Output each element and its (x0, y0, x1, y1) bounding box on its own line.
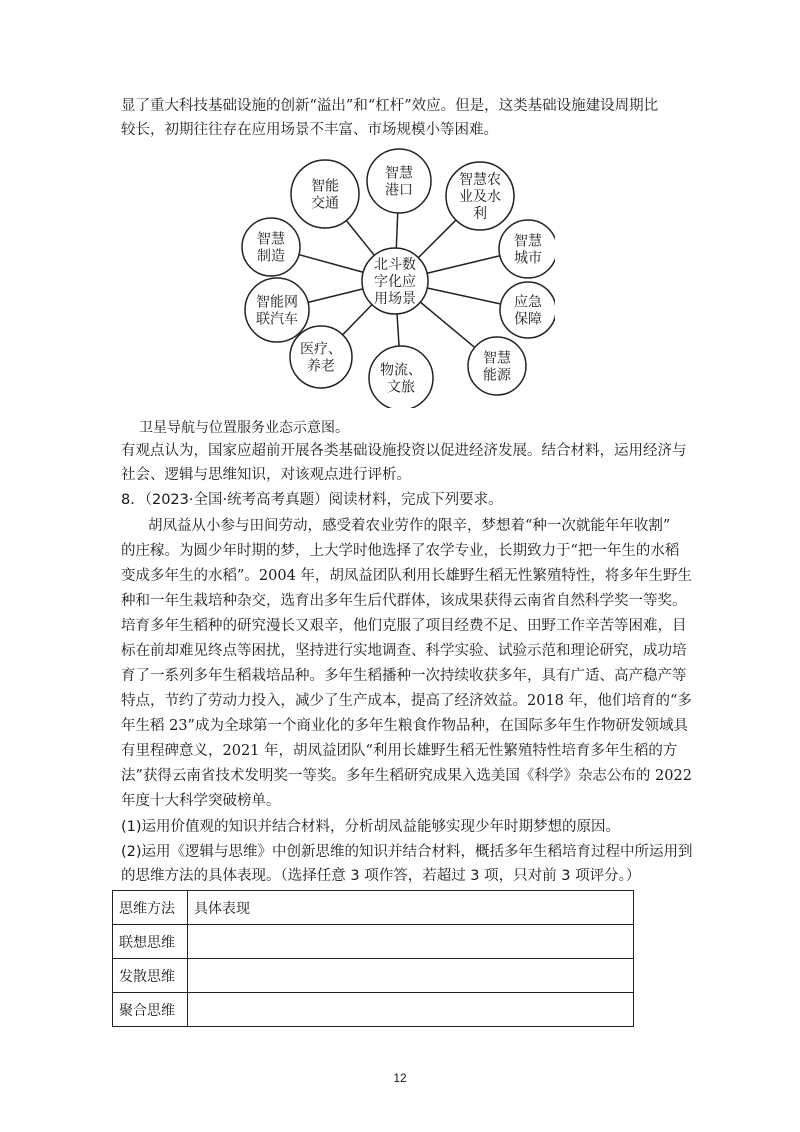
node-energy-label: 能源 (483, 367, 511, 384)
table-header-cell: 思维方法 (113, 891, 188, 925)
q8-para-line: 特点，节约了劳动力投入，减少了生产成本，提高了经济效益。2018 年，他们培育的“多 (121, 693, 692, 709)
connector-line (343, 305, 372, 335)
q8-para-line: 育了一系列多年生稻栽培品种。多年生稻播种一次持续收获多年，具有广适、高产稳产等 (121, 668, 687, 684)
node-agri-label: 利 (473, 206, 487, 222)
node-agri-label: 智慧农 (459, 172, 501, 188)
q8-para-line: 培育多年生稻种的研究漫长又艰辛，他们克服了项目经费不足、田野工作辛苦等困难，目 (121, 618, 687, 634)
connector-line (299, 255, 363, 273)
connector-line (427, 256, 500, 273)
node-logistics-label: 文旅 (387, 379, 415, 396)
q8-para-line: 标在前却难见终点等困扰，坚持进行实地调查、科学实验、试验示范和理论研究，成功培 (121, 643, 687, 659)
node-agri-label: 业及水 (459, 189, 501, 205)
q8-para-line: 法”获得云南省技术发明奖一等奖。多年生稻研究成果入选美国《科学》杂志公布的 2022 (121, 768, 692, 784)
connector-line (420, 302, 474, 347)
node-emergency-label: 保障 (514, 311, 542, 328)
q8-para-line: 变成多年生的水稻”。2004 年，胡凤益团队利用长雄野生稻无性繁殖特性，将多年生野生 (121, 568, 692, 584)
intro-line-1: 显了重大科技基础设施的创新“溢出”和“杠杆”效应。但是，这类基础设施建设周期比 (121, 98, 659, 114)
table-cell-answer[interactable] (188, 925, 634, 959)
table-row (113, 993, 634, 1027)
table-cell-method: 联想思维 (113, 925, 188, 959)
node-vehicle-label: 智能网 (256, 294, 298, 311)
center-node-label: 北斗数 (374, 257, 416, 273)
node-logistics-label: 物流、 (380, 362, 422, 379)
table-cell-answer[interactable] (188, 959, 634, 993)
node-manufacture-label: 智慧 (257, 231, 285, 248)
table-cell-answer[interactable] (188, 993, 634, 1027)
q8-para-line: 年度十大科学突破榜单。 (121, 793, 281, 809)
q8-header: 8．（2023·全国·统考高考真题）阅读材料，完成下列要求。 (121, 492, 503, 508)
connector-line (396, 213, 397, 248)
node-vehicle-label: 联汽车 (256, 311, 298, 328)
node-city-label: 智慧 (514, 233, 542, 250)
node-medical-label: 医疗、 (300, 341, 342, 358)
node-city-label: 城市 (514, 250, 542, 267)
node-port-label: 智慧 (385, 165, 413, 182)
center-node-label: 用场景 (374, 291, 416, 307)
node-medical-label: 养老 (307, 358, 335, 375)
center-node-label: 字化应 (374, 274, 416, 290)
page-number: 12 (393, 1071, 407, 1085)
table-row (113, 925, 634, 959)
intro-line-2: 较长，初期往往存在应用场景不丰富、市场规模小等困难。 (121, 122, 498, 138)
table-header-row (113, 891, 634, 925)
node-port-label: 港口 (385, 182, 413, 199)
q7-line-2: 社会、逻辑与思维知识，对该观点进行评析。 (121, 467, 411, 483)
q7-line-1: 有观点认为，国家应超前开展各类基础设施投资以促进经济发展。结合材料，运用经济与 (121, 443, 687, 459)
node-energy-label: 智慧 (483, 350, 511, 367)
connector-line (397, 314, 399, 346)
table-header-cell: 具体表现 (188, 891, 634, 925)
q8-para-line: 年生稻 23”成为全球第一个商业化的多年生粮食作物品种，在国际多年生作物研发领域具 (121, 718, 688, 734)
table-row (113, 959, 634, 993)
connector-line (346, 220, 374, 255)
q8-para-line: 种和一年生栽培种杂交，选育出多年生后代群体，该成果获得云南省自然科学奖一等奖。 (121, 593, 687, 609)
table-cell-method: 发散思维 (113, 959, 188, 993)
q8-sub2-line-2: 的思维方法的具体表现。（选择任意 3 项作答，若超过 3 项，只对前 3 项评分。） (121, 868, 641, 884)
q8-para-line: 胡凤益从小参与田间劳动，感受着农业劳作的限辛，梦想着“种一次就能年年收割” (148, 518, 671, 534)
connector-line (427, 288, 500, 304)
connector-line (308, 289, 363, 302)
beidou-diagram (235, 148, 555, 408)
thinking-methods-table (112, 890, 634, 1027)
connector-line (418, 220, 456, 258)
node-traffic-label: 交通 (311, 195, 339, 212)
node-traffic-label: 智能 (311, 178, 339, 195)
q8-para-line: 的庄稼。为圆少年时期的梦，上大学时他选择了农学专业，长期致力于“把一年生的水稻 (121, 543, 680, 559)
q8-sub1: (1)运用价值观的知识并结合材料，分析胡凤益能够实现少年时期梦想的原因。 (121, 819, 621, 835)
node-manufacture-label: 制造 (257, 248, 285, 265)
table-cell-method: 聚合思维 (113, 993, 188, 1027)
diagram-caption: 卫星导航与位置服务业态示意图。 (139, 420, 349, 436)
node-emergency-label: 应急 (514, 294, 542, 311)
q8-para-line: 有里程碑意义，2021 年，胡凤益团队“利用长雄野生稻无性繁殖特性培育多年生稻的方 (121, 743, 678, 759)
q8-sub2-line-1: (2)运用《逻辑与思维》中创新思维的知识并结合材料，概括多年生稻培育过程中所运用到 (121, 844, 693, 860)
